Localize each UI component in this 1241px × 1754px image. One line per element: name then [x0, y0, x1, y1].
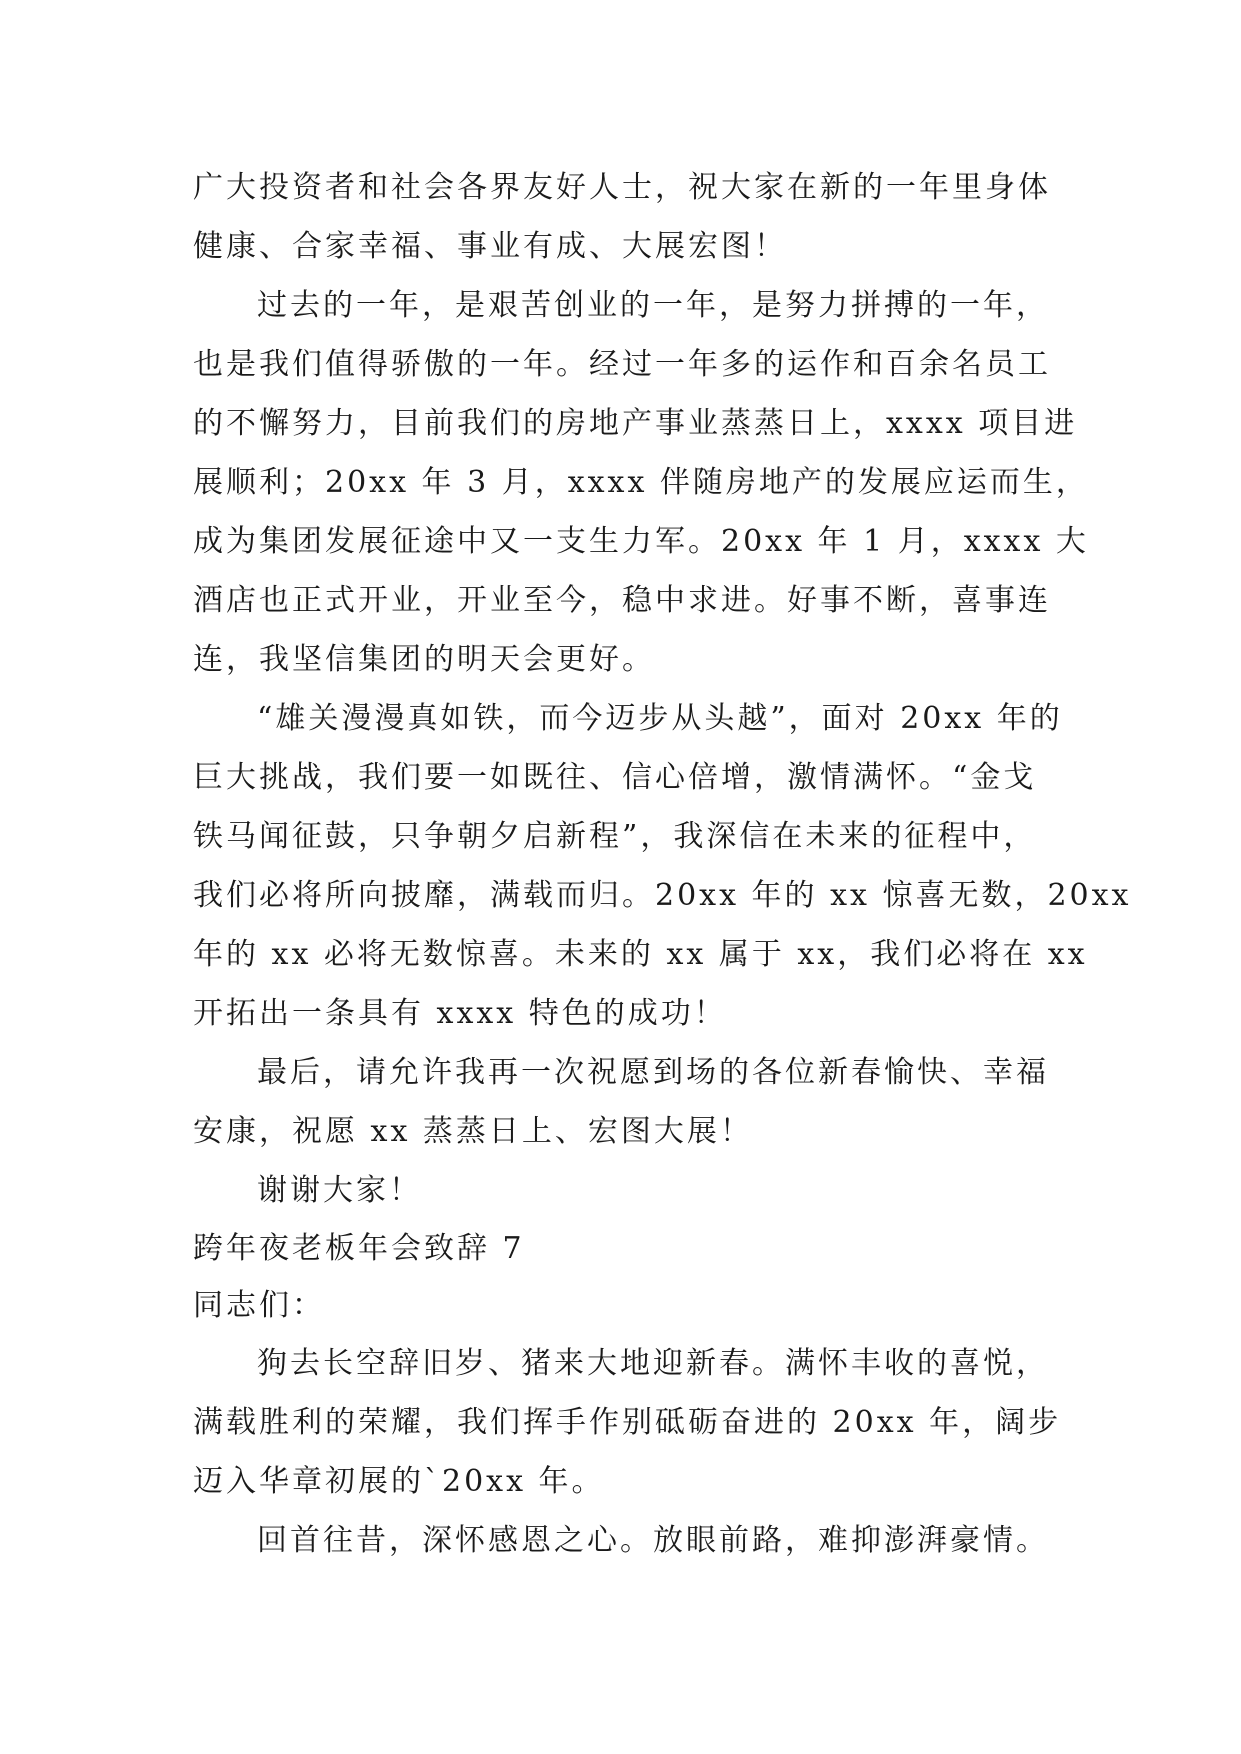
salutation: 同志们： [193, 1288, 325, 1323]
text-line: 展顺利；20xx 年 3 月，xxxx 伴随房地产的发展应运而生， [193, 465, 1089, 500]
text-line: 铁马闻征鼓，只争朝夕启新程”，我深信在未来的征程中， [193, 819, 1037, 854]
section-heading: 跨年夜老板年会致辞 7 [193, 1231, 525, 1266]
text-line: 的不懈努力，目前我们的房地产事业蒸蒸日上，xxxx 项目进 [193, 406, 1078, 441]
text-line: 成为集团发展征途中又一支生力军。20xx 年 1 月，xxxx 大 [193, 524, 1089, 559]
paragraph-start-line: 过去的一年，是艰苦创业的一年，是努力拼搏的一年， [257, 288, 1049, 323]
text-line: 也是我们值得骄傲的一年。经过一年多的运作和百余名员工 [193, 347, 1051, 382]
text-line: 安康，祝愿 xx 蒸蒸日上、宏图大展！ [193, 1114, 753, 1149]
paragraph-start-line: 狗去长空辞旧岁、猪来大地迎新春。满怀丰收的喜悦， [257, 1346, 1049, 1381]
text-line: 巨大挑战，我们要一如既往、信心倍增，激情满怀。“金戈 [193, 760, 1037, 795]
text-line: 开拓出一条具有 xxxx 特色的成功！ [193, 996, 727, 1031]
paragraph-start-line: 回首往昔，深怀感恩之心。放眼前路，难抑澎湃豪情。 [257, 1523, 1049, 1558]
document-body [193, 158, 1132, 1570]
text-line: 满载胜利的荣耀，我们挥手作别砥砺奋进的 20xx 年，阔步 [193, 1405, 1062, 1440]
text-line: 健康、合家幸福、事业有成、大展宏图！ [193, 229, 787, 264]
closing-thanks: 谢谢大家！ [257, 1173, 422, 1208]
paragraph-start-line: 最后，请允许我再一次祝愿到场的各位新春愉快、幸福 [257, 1055, 1049, 1090]
paragraph-start-line: “雄关漫漫真如铁，而今迈步从头越”，面对 20xx 年的 [257, 701, 1063, 736]
text-line: 迈入华章初展的`20xx 年。 [193, 1464, 605, 1499]
text-line: 酒店也正式开业，开业至今，稳中求进。好事不断，喜事连 [193, 583, 1051, 618]
text-line: 连，我坚信集团的明天会更好。 [193, 642, 655, 677]
text-line: 我们必将所向披靡，满载而归。20xx 年的 xx 惊喜无数，20xx [193, 878, 1132, 913]
text-line: 年的 xx 必将无数惊喜。未来的 xx 属于 xx，我们必将在 xx [193, 937, 1088, 972]
text-line: 广大投资者和社会各界友好人士，祝大家在新的一年里身体 [193, 170, 1051, 205]
